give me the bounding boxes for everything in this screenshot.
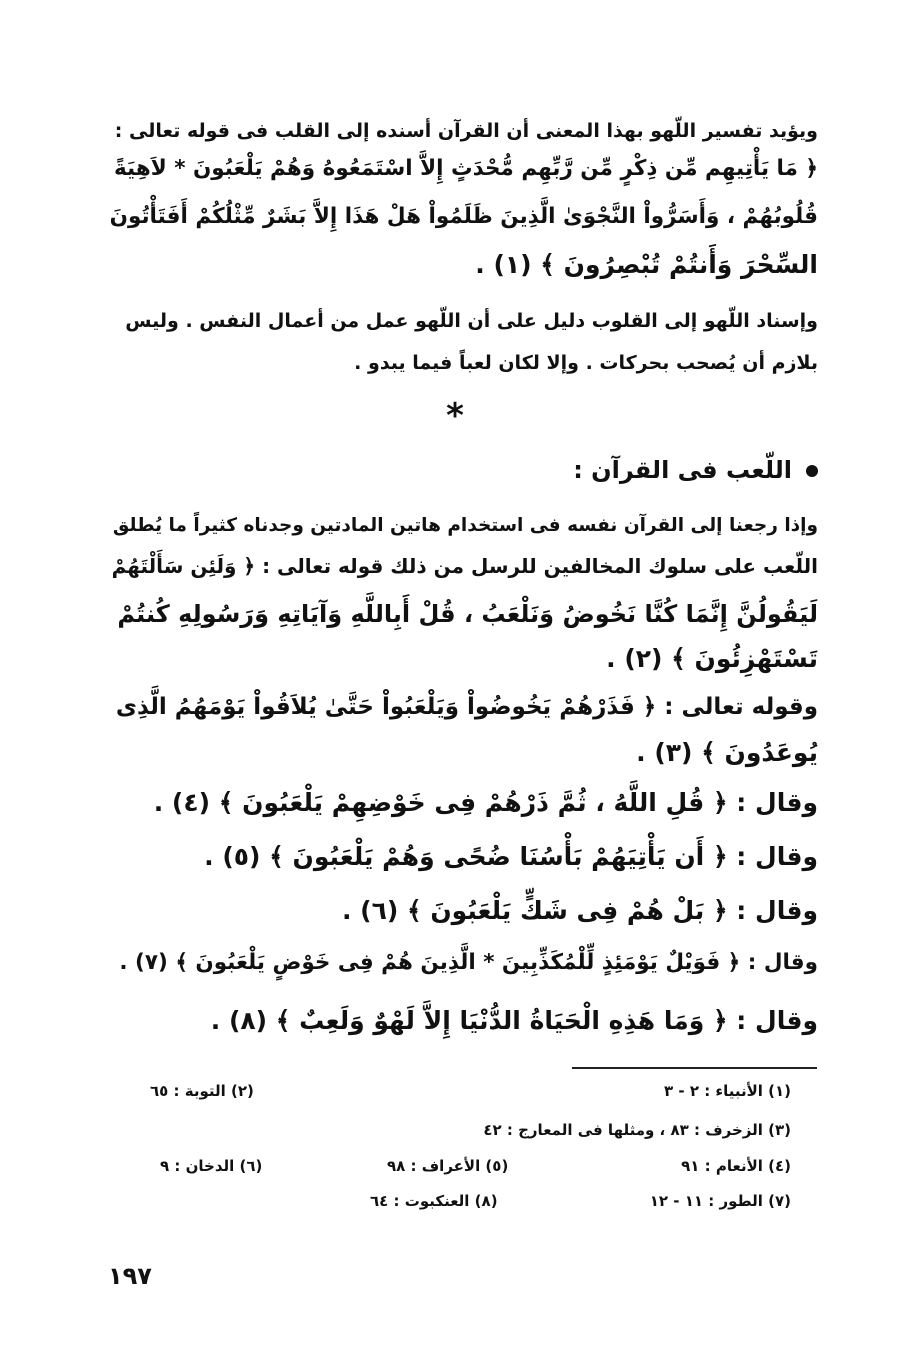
section-heading-text: اللّعب فى القرآن :	[573, 456, 792, 484]
para3-line-1: وإذا رجعنا إلى القرآن نفسه فى استخدام هاتين المادتين وجدناه كثيراً ما يُطلق	[112, 515, 818, 536]
para3-line-4: تَسْتَهْزِئُونَ ﴾ (٢) .	[606, 644, 818, 673]
footnote-4: (٤) الأنعام : ٩١	[681, 1157, 791, 1175]
para4-line-1: وقوله تعالى : ﴿ فَذَرْهُمْ يَخُوضُواْ وَيَلْعَبُواْ حَتَّىٰ يُلاَقُواْ يَوْمَهُمُ الَّذِى	[115, 694, 818, 720]
quote-line: وقال : ﴿ قُلِ اللَّهُ ، ثُمَّ ذَرْهُمْ فِى خَوْضِهِمْ يَلْعَبُونَ ﴾ (٤) .	[153, 788, 818, 817]
para1-quran-line-2: قُلُوبُهُمْ ، وَأَسَرُّواْ النَّجْوَىٰ الَّذِينَ ظَلَمُواْ هَلْ هَذَا إِلاَّ بَشَرٌ مِّثْلُكُمْ أَفَتَأْتُونَ	[109, 204, 818, 229]
footnote-5: (٥) الأعراف : ٩٨	[387, 1157, 509, 1175]
quote-line: وقال : ﴿ وَمَا هَذِهِ الْحَيَاةُ الدُّنْيَا إِلاَّ لَهْوٌ وَلَعِبٌ ﴾ (٨) .	[210, 1006, 818, 1035]
para3-line-3: لَيَقُولُنَّ إِنَّمَا كُنَّا نَخُوضُ وَنَلْعَبُ ، قُلْ أَبِاللَّهِ وَآيَاتِهِ وَرَسُولِهِ كُنتُمْ	[117, 600, 818, 628]
para1-intro: ويؤيد تفسير اللّهو بهذا المعنى أن القرآن أسنده إلى القلب فى قوله تعالى :	[114, 120, 818, 142]
para3-line-2: اللّعب على سلوك المخالفين للرسل من ذلك قوله تعالى : ﴿ وَلَئِن سَأَلْتَهُمْ	[111, 554, 818, 578]
quote-line: وقال : ﴿ بَلْ هُمْ فِى شَكٍّ يَلْعَبُونَ ﴾ (٦) .	[341, 896, 818, 925]
footnote-6: (٦) الدخان : ٩	[160, 1157, 263, 1175]
quote-line: وقال : ﴿ أَن يَأْتِيَهُمْ بَأْسُنَا ضُحًى وَهُمْ يَلْعَبُونَ ﴾ (٥) .	[204, 842, 818, 871]
quote-line: وقال : ﴿ فَوَيْلٌ يَوْمَئِذٍ لِّلْمُكَذِّبِينَ * الَّذِينَ هُمْ فِى خَوْضٍ يَلْعَبُونَ ﴾ (٧) .	[119, 950, 818, 975]
section-separator: *	[446, 396, 464, 436]
footnote-1: (١) الأنبياء : ٢ - ٣	[663, 1082, 791, 1100]
footnote-8: (٨) العنكبوت : ٦٤	[370, 1192, 498, 1210]
para2-line-1: وإسناد اللّهو إلى القلوب دليل على أن اللّهو عمل من أعمال النفس . وليس	[125, 310, 818, 332]
footnote-2: (٢) التوبة : ٦٥	[150, 1082, 254, 1100]
bullet-icon	[806, 465, 818, 477]
footnote-divider	[572, 1067, 817, 1069]
footnote-3: (٣) الزخرف : ٨٣ ، ومثلها فى المعارج : ٤٢	[483, 1121, 791, 1139]
section-heading	[573, 456, 818, 484]
para1-quran-line-1: ﴿ مَا يَأْتِيهِم مِّن ذِكْرٍ مِّن رَّبِّهِم مُّحْدَثٍ إِلاَّ اسْتَمَعُوهُ وَهُمْ يَلْعَبُونَ * لاَهِيَةً	[114, 156, 818, 181]
para1-quran-line-3: السِّحْرَ وَأَنتُمْ تُبْصِرُونَ ﴾ (١) .	[475, 250, 818, 279]
para2-line-2: بلازم أن يُصحب بحركات . وإلا لكان لعباً فيما يبدو .	[354, 352, 818, 374]
para4-line-2: يُوعَدُونَ ﴾ (٣) .	[636, 738, 818, 767]
page-number: ١٩٧	[108, 1262, 152, 1290]
footnote-7: (٧) الطور : ١١ - ١٢	[649, 1192, 791, 1210]
